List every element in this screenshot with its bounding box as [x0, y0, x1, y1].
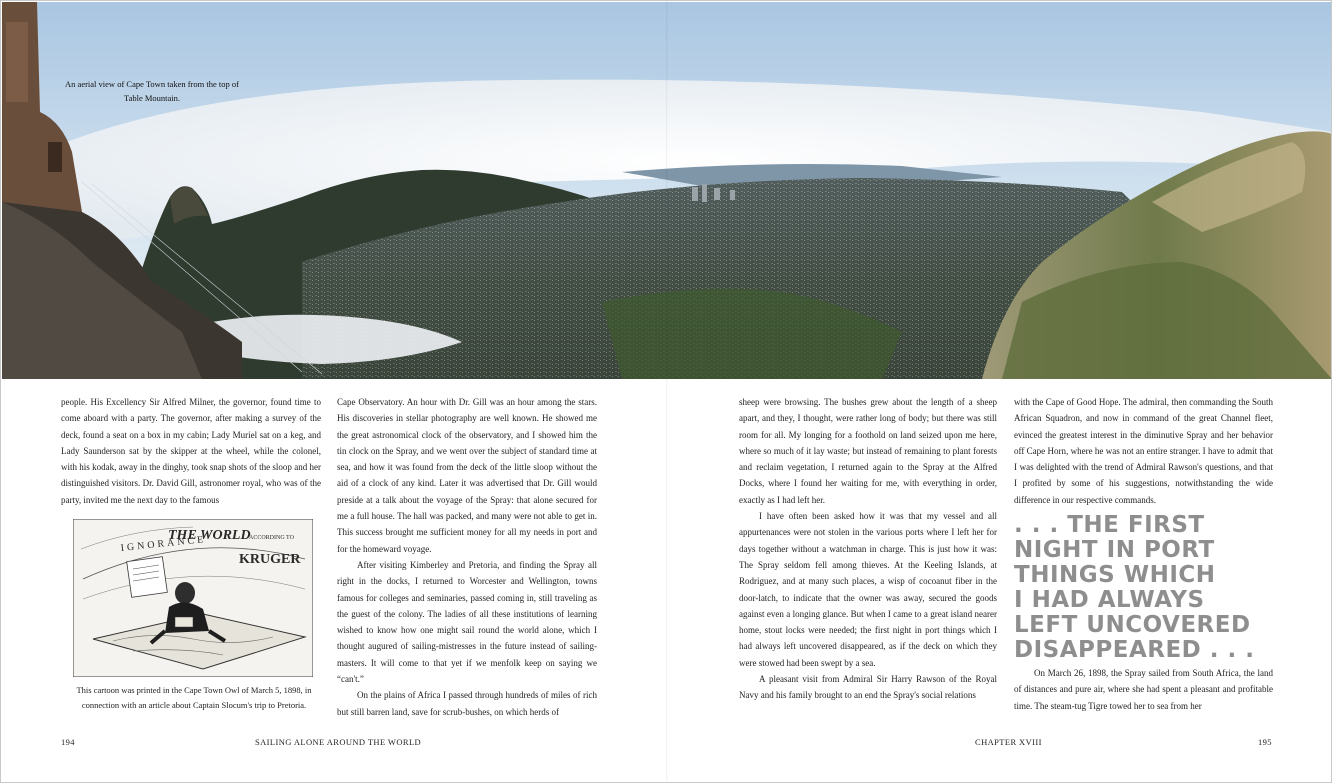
kruger-cartoon-illustration: [73, 519, 313, 677]
paragraph: sheep were browsing. The bushes grew about the length of a sheep apart, and they, I thought, were rather long of body; but there was still room for all. My longing for a foothold on land seized upon me here, where so much of it lay waste; but instead of remaining to plant forests and reclaim vegetation, I returned again to the Spray at the Alfred Docks, where I found her waiting for me, with everything in order, exactly as I had left her.: [739, 397, 997, 505]
cartoon-label-ignorance: IGNORANCE: [120, 534, 207, 554]
cartoon-subtitle-according: ACCORDING TO: [249, 535, 294, 541]
pull-quote-line: DISAPPEARED . . .: [1014, 637, 1255, 663]
cartoon-caption: This cartoon was printed in the Cape Town Owl of March 5, 1898, in connection with an article about Captain Slocum's trip to Pretoria.: [76, 685, 312, 710]
paragraph: Cape Observatory. An hour with Dr. Gill was an hour among the stars. His discoveries in stellar photography are well known. He showed me the great astronomical clock of the observatory, and I showed him the tin clock on the Spray, and we went over the subject of standard time at sea, and how it was found from the deck of the little sloop without the aid of a clock of any kind. Later it was advertised that Dr. Gill would preside at a talk about the voyage of the Spray: that alone secured for me a full house. The hall was packed, and many were not able to get in. This success brought me sufficient money for all my needs in port and for the homeward voyage.: [337, 397, 597, 554]
pull-quote-line: . . . THE FIRST: [1014, 512, 1205, 538]
photo-caption: An aerial view of Cape Town taken from the top of Table Mountain.: [65, 79, 239, 103]
cartoon-title-kruger: KRUGER: [239, 552, 301, 567]
right-running-head-chapter: CHAPTER XVIII: [975, 737, 1042, 747]
paragraph: A pleasant visit from Admiral Sir Harry Rawson of the Royal Navy and his family brought to an end the Spray's social relations: [739, 674, 997, 701]
cartoon-title-world: THE WORLD: [168, 528, 251, 543]
right-column-2: [1014, 394, 1273, 508]
right-column-1: [739, 394, 997, 704]
pull-quote-line: I HAD ALWAYS: [1014, 587, 1205, 613]
pull-quote-line: NIGHT IN PORT: [1014, 537, 1215, 563]
paragraph: I have often been asked how it was that my vessel and all appurtenances were not stolen in the various ports where I left her for days together without a watchman in charge. This is just how it was: The Spray seldom fell among thieves. At the Keeling Islands, at Rodriguez, and at many such places, a wisp of cocoanut fiber in the door-latch, to indicate that the owner was away, secured the goods against even a longing glance. But when I came to a great island nearer home, stout locks were needed; the first night in port things which I had always left uncovered disappeared, as if the deck on which they were stowed had been swept by a sea.: [739, 511, 997, 668]
right-column-2-continued: [1014, 665, 1273, 714]
left-running-head: SAILING ALONE AROUND THE WORLD: [255, 737, 422, 747]
left-column-1: [61, 394, 321, 508]
paragraph: people. His Excellency Sir Alfred Milner, the governor, found time to come aboard with a party. The governor, after making a survey of the deck, found a seat on a box in my cabin; Lady Muriel sat on a keg, and Lady Saunderson sat by the skipper at the wheel, while the colonel, with his kodak, away in the dinghy, took snap shots of the sloop and her distinguished visitors. Dr. David Gill, astronomer royal, who was of the party, invited me the next day to the famous: [61, 397, 321, 505]
pull-quote-line: THINGS WHICH: [1014, 562, 1216, 588]
left-page-number: 194: [61, 737, 75, 747]
paragraph: with the Cape of Good Hope. The admiral, then commanding the South African Squadron, and now in command of the great Channel fleet, evinced the greatest interest in the diminutive Spray and her behavior off Cape Horn, where he was not an entire stranger. I have to admit that I was delighted with the trend of Admiral Rawson's questions, and that I profited by some of his suggestions, notwithstanding the wide difference in our respective commands.: [1014, 397, 1273, 505]
right-page-number: 195: [1258, 737, 1272, 747]
paragraph: On March 26, 1898, the Spray sailed from South Africa, the land of distances and pure air, where she had spent a pleasant and profitable time. The steam-tug Tigre towed her to sea from her: [1014, 668, 1273, 711]
paragraph: After visiting Kimberley and Pretoria, and finding the Spray all right in the docks, I returned to Worcester and Wellington, towns famous for colleges and seminaries, passed coming in, still traveling as the guest of the colony. The ladies of all these institutions of learning wished to know how one might sail round the world alone, which I thought augured of sailing-mistresses in the future instead of sailing-masters. It will come to that yet if we menfolk keep on saying we “can't.”: [337, 559, 597, 685]
gutter-shadow: [666, 1, 668, 783]
paragraph: On the plains of Africa I passed through hundreds of miles of rich but still barren land, save for scrub-bushes, on which herds of: [337, 690, 597, 717]
pull-quote: [1014, 513, 1276, 663]
pull-quote-line: LEFT UNCOVERED: [1014, 612, 1251, 638]
left-column-2: [337, 394, 597, 720]
